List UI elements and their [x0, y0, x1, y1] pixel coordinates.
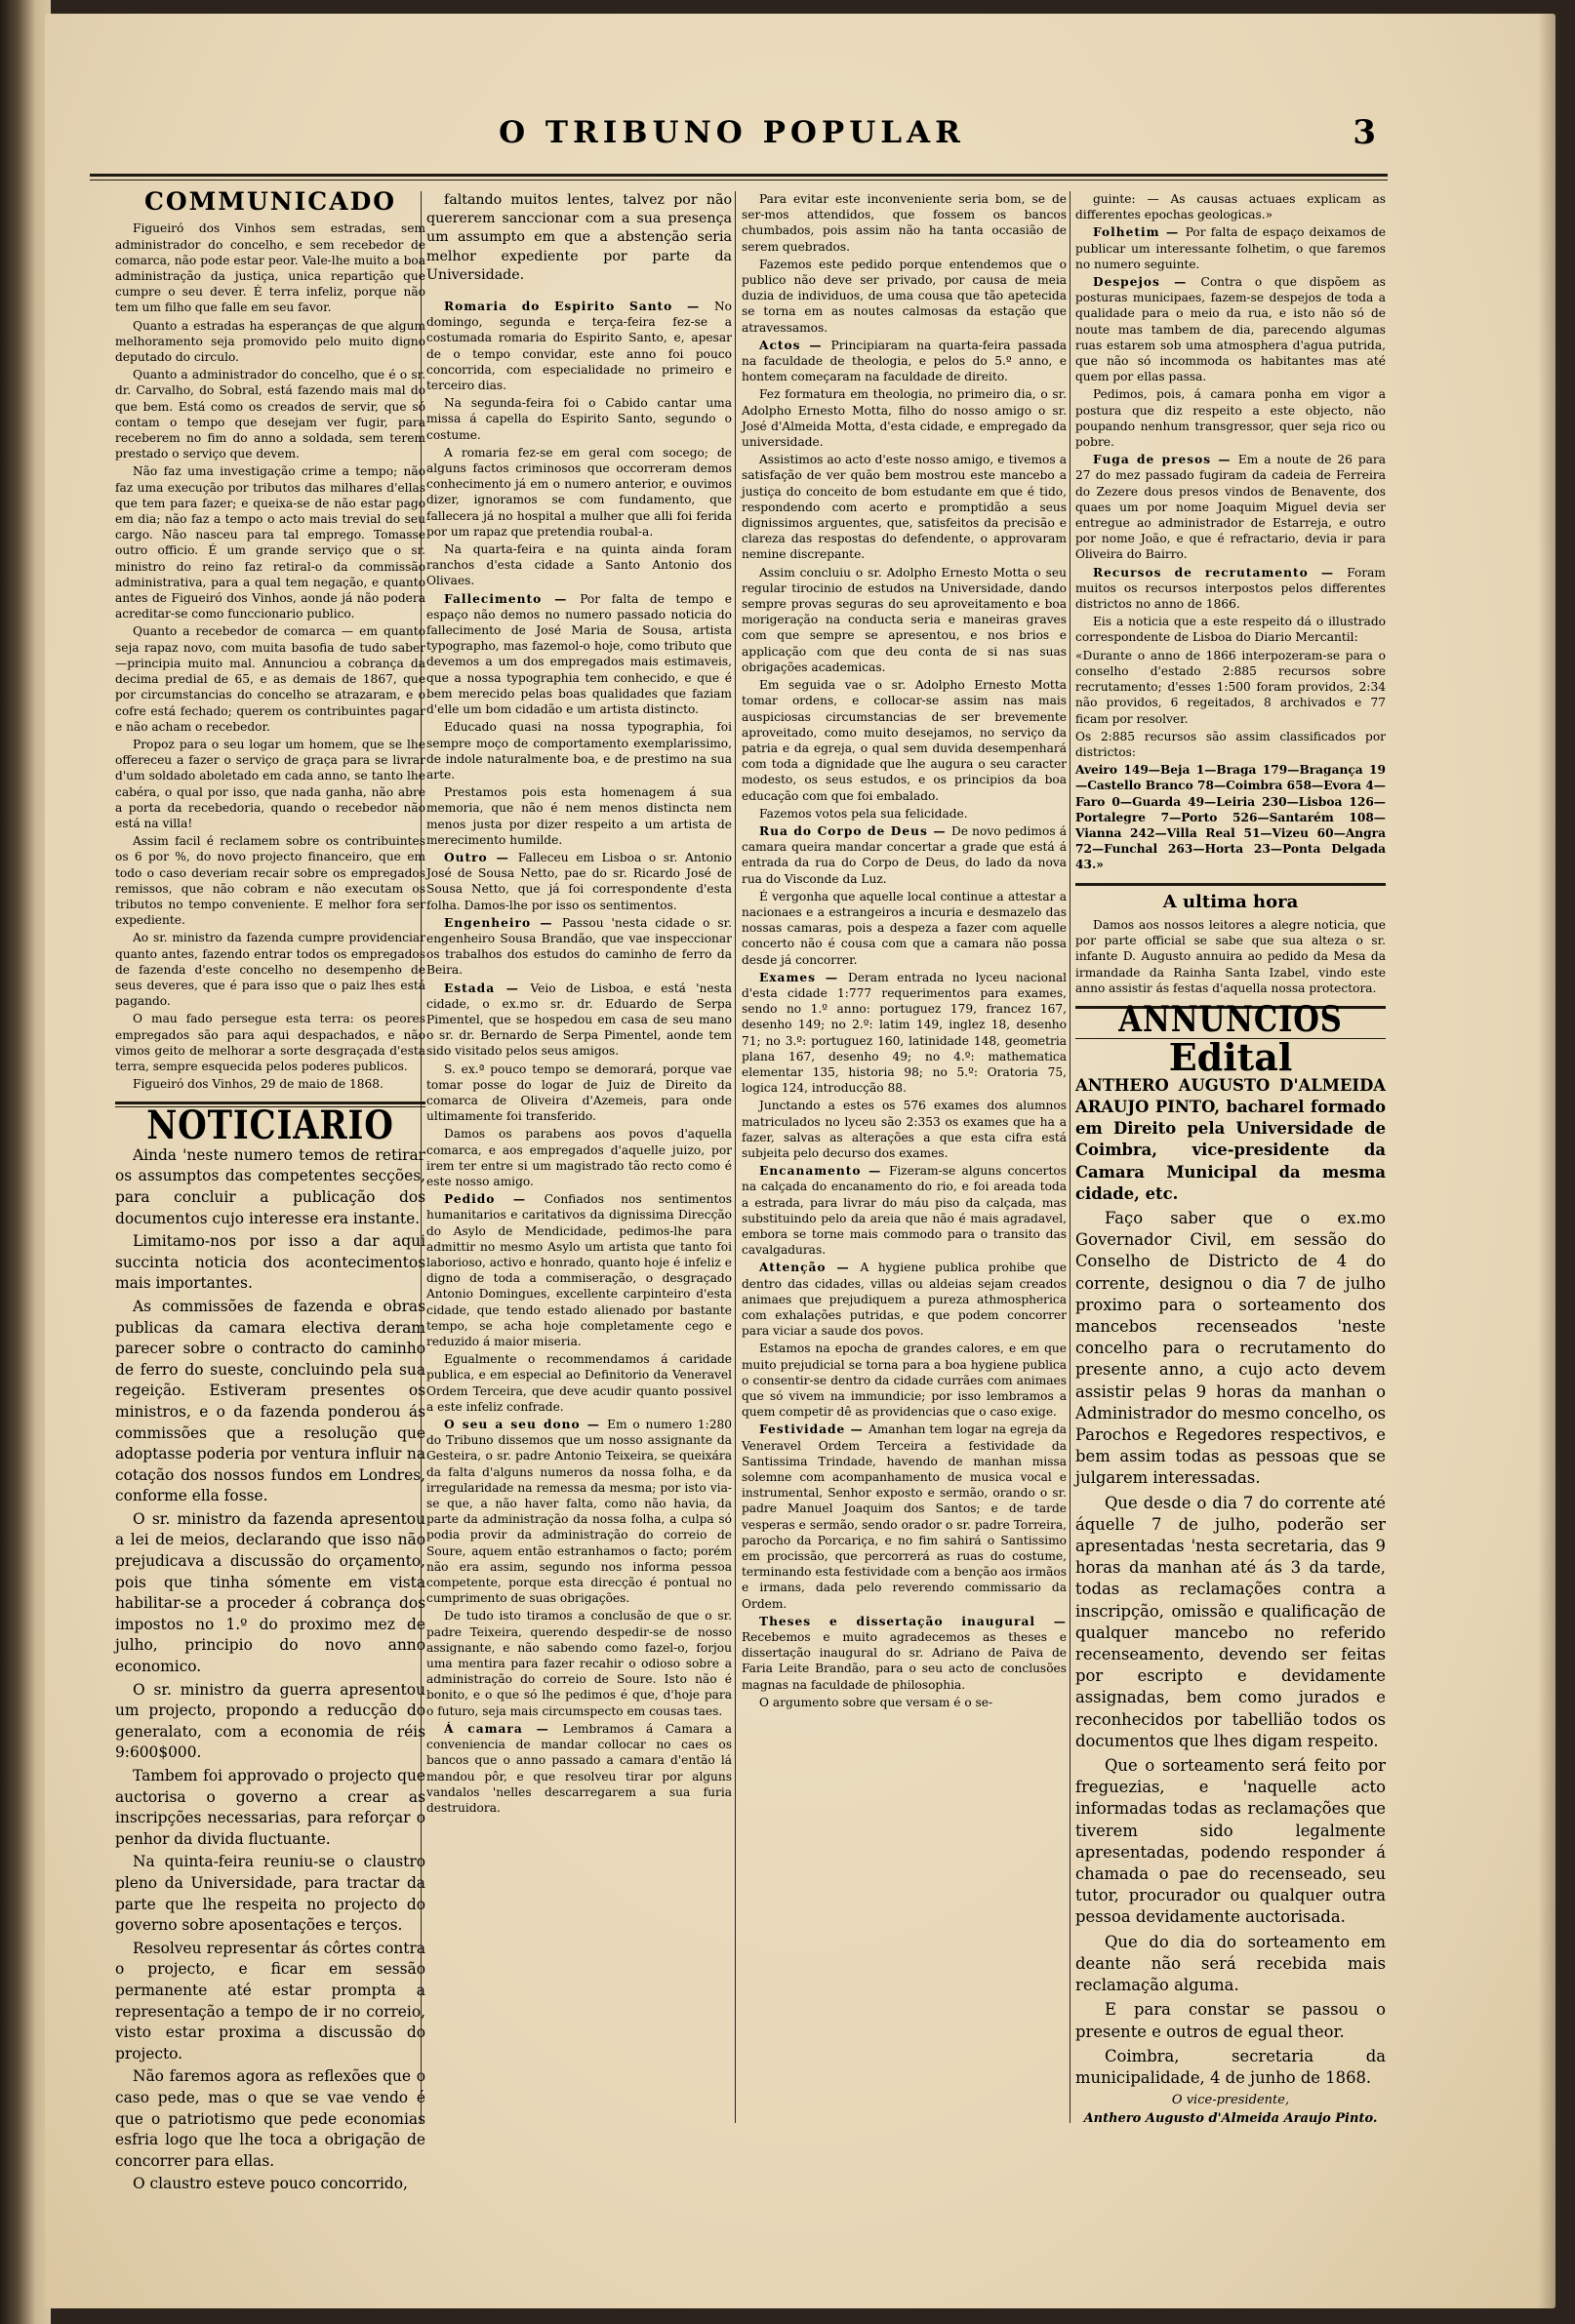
column-3	[742, 191, 1067, 1712]
news-item	[742, 1163, 1067, 1258]
news-item	[426, 1417, 732, 1606]
news-item-text: Egualmente o recommendamos á caridade publica, e em especial ao Definitorio da Veneravel Ordem Terceira, que deve acudir quanto possivel a este infeliz confrade.	[426, 1352, 732, 1414]
news-item-keyword: Recursos de recrutamento —	[1093, 565, 1348, 580]
news-item-text: A hygiene publica prohibe que dentro das cidades, villas ou aldeias sejam creados animaes que prejudiquem a pureza athmospherica com exhalações putridas, e que podem concorrer para viciar a saude dos povos.	[742, 1261, 1067, 1339]
annuncios-heading: ANNUNCIOS	[1118, 998, 1343, 1040]
news-item	[742, 1695, 1067, 1710]
news-item-text: Veio de Lisboa, e está 'nesta cidade, o ex.mo sr. dr. Eduardo de Serpa Pimentel, que se hospedou em casa de seu mano o sr. dr. Bernardo de Serpa Pimentel, aonde tem sido visitado pelos seus amigos.	[426, 981, 732, 1059]
news-item	[742, 386, 1067, 450]
news-item-text: Amanhan tem logar na egreja da Veneravel Ordem Terceira a festividade da Santissima Trindade, havendo de manhan missa solemne com acompanhamento de musica vocal e instrumental, Senhor exposto e sermão, orando o sr. padre Manuel Joaquim dos Santos; e de tarde vesperas e sermão, sendo orador o sr. padre Torreira, parocho da Porcariça, e no fim sahirá o Santissimo em procissão, que percorrerá as ruas do costume, terminando esta festividade com a benção aos irmãos e irmans, dada pelo reverendo commissario da Ordem.	[742, 1422, 1067, 1611]
paragraph: Não faz uma investigação crime a tempo; não faz uma execução por tributos das milhares d'ellas que tem para fazer; e queixa-se de não estar pago em dia; não faz a tempo o acto mais trevial do seu cargo. Não nasceu para tal emprego. Tomasse outro officio. É um grande serviço que o sr. ministro do reino faz retiral-o da commissão administrativa, para a qual tem negação, e quanto antes de Figueiró dos Vinhos, aonde já não podera acreditar-se como funccionario publico.	[115, 464, 425, 621]
news-item-text: No domingo, segunda e terça-feira fez-se a costumada romaria do Espirito Santo, e, apesar de o tempo convidar, este anno foi pouco concorrida, com especialidade no primeiro e terceiro dias.	[426, 300, 732, 393]
news-item-text: Na quarta-feira e na quinta ainda foram ranchos d'esta cidade a Santo Antonio dos Olivaes.	[426, 542, 732, 588]
page-edge-shadow	[1538, 14, 1555, 2308]
news-item	[742, 1341, 1067, 1420]
page-number: 3	[1353, 113, 1376, 152]
column-2-lead	[426, 191, 732, 285]
recursos-quote-2: Os 2:885 recursos são assim classificados por districtos:	[1075, 729, 1386, 759]
column-2	[426, 191, 732, 1818]
news-item	[742, 1098, 1067, 1161]
news-item	[426, 850, 732, 913]
news-item-text: Educado quasi na nossa typographia, foi sempre moço de comportamento exemplarissimo, de indole naturalmente boa, e de prestimo na sua arte.	[426, 720, 732, 781]
news-item-keyword: Romaria do Espirito Santo —	[444, 300, 714, 314]
news-item	[1075, 452, 1386, 562]
news-item-keyword: Despejos —	[1093, 275, 1201, 290]
news-item-text: S. ex.ª pouco tempo se demorará, porque vae tomar posse do logar de Juiz de Direito da comarca de Oliveira d'Azemeis, para onde ultimamente foi transferido.	[426, 1062, 732, 1124]
paragraph: Figueiró dos Vinhos, 29 de maio de 1868.	[133, 1077, 384, 1092]
news-item-text: Em a noute de 26 para 27 do mez passado fugiram da cadeia de Ferreira do Zezere dous presos vindos de Benavente, dos quaes um por nome Joaquim Miguel devia ser entregue ao administrador de Estarreja, e outro por nome João, e que é refractario, devia ir para Oliveira do Bairro.	[1075, 453, 1387, 562]
news-item-text: Damos os parabens aos povos d'aquella comarca, e aos empregados d'aquelle juizo, por irem ter entre si um magistrado tão recto como é este nosso amigo.	[426, 1127, 732, 1188]
news-item	[426, 1191, 732, 1349]
news-item-text: Passou 'nesta cidade o sr. engenheiro Sousa Brandão, que vae inspeccionar os trabalhos dos estudos do caminho de ferro da Beira.	[426, 915, 732, 978]
communicado-body	[115, 220, 425, 1092]
news-item-keyword: O seu a seu dono —	[444, 1418, 608, 1432]
news-item-keyword: Folhetim —	[1093, 225, 1186, 240]
news-item-keyword: Engenheiro —	[444, 915, 562, 930]
signature-role: O vice-presidente,	[1171, 2093, 1290, 2108]
paragraph: faltando muitos lentes, talvez por não quererem sanccionar com a sua presença um assumpto em que a abstenção seria melhor expediente por parte da Universidade.	[426, 192, 732, 283]
news-item	[426, 541, 732, 589]
paragraph: Coimbra, secretaria da municipalidade, 4 de junho de 1868.	[1075, 2046, 1386, 2087]
news-item	[742, 677, 1067, 804]
news-item	[426, 981, 732, 1060]
news-item-text: Por falta de tempo e espaço não demos no numero passado noticia do fallecimento de José Maria de Sousa, artista typographo, mas fazemol-o hoje, como tributo que devemos a um dos empregados mais estimaveis, que a nossa typographia tem conhecido, e que é bem merecido pelas boas qualidades que faziam d'elle um bom cidadão e um artista distincto.	[426, 591, 732, 717]
news-item	[426, 1351, 732, 1415]
ultima-hora-text: Damos aos nossos leitores a alegre noticia, que por parte official se sabe que sua alteza o sr. infante D. Augusto annuira ao pedido da Mesa da irmandade da Rainha Santa Izabel, vindo este anno assistir ás festas d'aquella nossa protectora.	[1075, 917, 1386, 995]
news-item-text: Fez formatura em theologia, no primeiro dia, o sr. Adolpho Ernesto Motta, filho do nosso amigo o sr. José d'Almeida Motta, d'esta cidade, e empregado da universidade.	[742, 387, 1067, 450]
news-item-keyword: Exames —	[759, 970, 848, 984]
column-4	[1075, 191, 1386, 2128]
paragraph: Tambem foi approvado o projecto que auctorisa o governo a crear as inscripções necessarias, para reforçar o penhor da divida fluctuante.	[115, 1767, 425, 1848]
news-item-keyword: Attenção —	[759, 1261, 861, 1275]
news-item-keyword: Theses e dissertação inaugural —	[759, 1614, 1067, 1628]
news-item	[1075, 565, 1386, 613]
newspaper-title: O TRIBUNO POPULAR	[499, 115, 965, 150]
edital-title: Edital	[1168, 1035, 1293, 1080]
news-item-text: Estamos na epocha de grandes calores, e em que muito prejudicial se torna para a boa hygiene publica o consentir-se dentro da cidade currães com animaes que só vivem na immundicie; por isso lembramos a quem competir dê as providencias que o caso exige.	[742, 1342, 1067, 1420]
news-item-text: Na segunda-feira foi o Cabido cantar uma missa á capella do Espirito Santo, segundo o costume.	[426, 396, 732, 442]
news-item	[426, 299, 732, 393]
news-item-text: De novo pedimos á camara queira mandar concertar a grade que está á entrada da rua do Corpo de Deus, do lado da nova rua do Visconde da Luz.	[742, 823, 1067, 886]
news-item	[426, 1721, 732, 1816]
districts-list: Aveiro 149—Beja 1—Braga 179—Bragança 19—Castello Branco 78—Coimbra 658—Evora 4—Faro 0—Guarda 49—Leiria 230—Lisboa 126—Portalegre 7—Porto 526—Santarém 108—Vianna 242—Villa Real 51—Vizeu 60—Angra 72—Funchal 263—Horta 23—Ponta Delgada 43.»	[1075, 763, 1386, 872]
paragraph: O mau fado persegue esta terra: os peores empregados são para aqui despachados, e não vimos geito de melhorar a sorte desgraçada d'esta terra, sempre esquecida pelos poderes publicos.	[115, 1012, 425, 1073]
news-item-keyword: Fallecimento —	[444, 591, 581, 606]
news-item	[426, 915, 732, 979]
news-item	[742, 970, 1067, 1097]
ultima-hora-heading: A ultima hora	[1162, 891, 1299, 912]
news-item	[742, 452, 1067, 562]
book-spine	[0, 0, 51, 2324]
news-item-keyword: Outro —	[444, 850, 518, 864]
news-item-text: Fizeram-se alguns concertos na calçada do encanamento do rio, e foi areada toda a estrada, para livrar do máu piso da calçada, mas substituindo pelo da areia que não é mais agradavel, embora se torne mais commodo para o transito das cavalgaduras.	[742, 1164, 1067, 1258]
paragraph: Que do dia do sorteamento em deante não será recebida mais reclamação alguma.	[1075, 1932, 1386, 1995]
news-item-keyword: Estada —	[444, 981, 531, 995]
news-item	[426, 784, 732, 848]
news-item	[426, 1608, 732, 1718]
news-item-text: O argumento sobre que versam é o se-	[759, 1695, 993, 1709]
news-item-text: Eis a noticia que a este respeito dá o illustrado correspondente de Lisboa do Diario Mercantil:	[1075, 615, 1386, 645]
news-item	[742, 565, 1067, 675]
noticiario-body	[115, 1145, 425, 2195]
masthead	[88, 115, 1376, 154]
news-item-text: Contra o que dispõem as posturas municipaes, fazem-se despejos de toda a qualidade para o meio da rua, e isto não só de noute mas tambem de dia, parecendo algumas ruas estarem sob uma atmosphera d'agua putrida, que não só incommoda os habitantes mas até quem por ellas passa.	[1075, 275, 1386, 384]
news-item-text: Por falta de espaço deixamos de publicar um interessante folhetim, o que faremos no numero seguinte.	[1075, 225, 1386, 271]
news-item-text: Junctando a estes os 576 exames dos alumnos matriculados no lyceu são 2:353 os exames que ha a fazer, salvas as alterações a que esta cifra está subjeita pelo decurso dos exames.	[742, 1099, 1067, 1160]
news-item-text: Principiaram na quarta-feira passada na faculdade de theologia, e pelos do 5.º anno, e hontem começaram na faculdade de direito.	[742, 338, 1068, 384]
column-2-items	[426, 299, 732, 1816]
column-divider	[735, 191, 736, 2123]
paragraph: Ainda 'neste numero temos de retirar os assumptos das competentes secções, para concluir a publicação dos documentos cujo interesse era instante.	[115, 1145, 425, 1227]
paragraph: Quanto a recebedor de comarca — em quanto seja rapaz novo, com muita basofia de tudo saber —principia muito mal. Annunciou a cobrança da decima predial de 65, e as demais de 1867, que por circumstancias do concelho se atrazaram, e o cofre está fechado; querem os contribuintes pagar e não acham o recebedor.	[115, 624, 425, 734]
signature-name: Anthero Augusto d'Almeida Araujo Pinto.	[1083, 2110, 1378, 2126]
news-item-text: Deram entrada no lyceu nacional d'esta cidade 1:777 requerimentos para exames, sendo no 1.º anno: portuguez 179, francez 167, desenho 149; no 2.º: latim 149, inglez 18, desenho 71; no 3.º: portuguez 160, latinidade 148, geometria plana 167, desenho 49; no 4.º: mathematica elementar 135, historia 98; no 5.º: Oratoria 75, logica 124, introducção 88.	[742, 970, 1068, 1096]
news-item-keyword: Á camara —	[444, 1721, 563, 1736]
communicado-heading: COMMUNICADO	[143, 187, 397, 216]
news-item-text: Falleceu em Lisboa o sr. Antonio José de Sousa Netto, pae do sr. Ricardo José de Sousa Netto, que já foi correspondente d'esta folha. Damos-lhe por isso os sentimentos.	[426, 850, 732, 912]
paragraph: Quanto a administrador do concelho, que é o sr. dr. Carvalho, do Sobral, está fazendo mais mal do que bem. Está como os creados de servir, que só contam o tempo que desejam ver fugir, para receberem no fim do anno a soldada, sem terem prestado o serviço que devem.	[115, 368, 425, 461]
news-item-keyword: Actos —	[759, 338, 831, 352]
column-3-items	[742, 191, 1067, 1710]
news-item	[742, 1614, 1067, 1693]
news-item-text: A romaria fez-se em geral com socego; de alguns factos criminosos que occorreram demos conhecimento já em o numero anterior, e ouvimos dizer, ignoramos se com fundamento, que fallecera já no hospital a mulher que alli foi ferida por um rapaz que pretendia roubal-a.	[426, 445, 732, 539]
paragraph: Assim facil é reclamem sobre os contribuintes os 6 por %, do novo projecto financeiro, que em todo o caso deveriam recair sobre os empregados remissos, que não cobram e não executam os tributos no tempo conveniente. E melhor fora ser expediente.	[115, 834, 425, 928]
news-item	[742, 806, 1067, 821]
paragraph: O sr. ministro da fazenda apresentou a lei de meios, declarando que isso não prejudicava a discussão do orçamento, pois que tinha sómente em vista habilitar-se a proceder á cobrança dos impostos no 1.º do proximo mez de julho, principio do novo anno economico.	[115, 1509, 425, 1676]
column-4-items	[1075, 191, 1386, 646]
news-item-text: Fazemos este pedido porque entendemos que o publico não deve ser privado, por causa de meia duzia de individuos, de uma cousa que tão apetecida se torna em as noutes calmosas da estação que atravessamos.	[742, 257, 1067, 335]
section-rule	[1075, 883, 1386, 886]
news-item-keyword: Fuga de presos —	[1093, 453, 1238, 467]
news-item-text: Fazemos votos pela sua felicidade.	[759, 806, 968, 821]
paragraph: Faço saber que o ex.mo Governador Civil, em sessão do Conselho de Districto de 4 do corrente, designou o dia 7 de julho proximo para o sorteamento dos mancebos recenseados 'neste concelho para o recrutamento do presente anno, a cujo acto devem assistir pelas 9 horas da manhan o Administrador do mesmo concelho, os Parochos e Regedores respectivos, e bem assim todas as pessoas que se julgarem interessadas.	[1075, 1208, 1386, 1488]
news-item-text: Lembramos á Camara a conveniencia de mandar collocar no caes os bancos que o anno passado a camara d'então lá mandou pôr, e que resolveu tirar por alguns vandalos 'nelles descarregarem a sua furia destruidora.	[426, 1721, 732, 1815]
news-item	[426, 719, 732, 782]
noticiario-heading: NOTICIARIO	[146, 1102, 394, 1149]
news-item-text: Foram muitos os recursos interpostos pelos differentes districtos no anno de 1866.	[1075, 565, 1386, 612]
paragraph: Não faremos agora as reflexões que o caso pede, mas o que se vae vendo é que o patriotismo que pede economias esfria logo que lhe toca a obrigação de concorrer para ellas.	[115, 2067, 425, 2170]
recursos-quote: «Durante o anno de 1866 interpozeram-se para o conselho d'estado 2:885 recursos sobre recrutamento; d'esses 1:500 foram providos, 2:34 não providos, 6 regeitados, 8 archivados e 77 ficam por resolver.	[1075, 648, 1386, 726]
news-item	[742, 823, 1067, 887]
paragraph: ANTHERO AUGUSTO D'ALMEIDA ARAUJO PINTO, bacharel formado em Direito pela Universidade de Coimbra, vice-presidente da Camara Municipal da mesma cidade, etc.	[1075, 1075, 1386, 1203]
paragraph: Figueiró dos Vinhos sem estradas, sem administrador do concelho, e sem recebedor de comarca, não pode estar peor. Vale-lhe muito a boa administração da justiça, unica repartição que cumpre o seu dever. É terra infeliz, porque não tem um filho que falle em seu favor.	[115, 221, 425, 315]
paragraph: Na quinta-feira reuniu-se o claustro pleno da Universidade, para tractar da parte que lhe respeita no projecto do governo sobre aposentações e terços.	[115, 1853, 425, 1935]
paragraph: Que desde o dia 7 do corrente até áquelle 7 de julho, poderão ser apresentadas 'nesta secretaria, das 9 horas da manhan até ás 3 da tarde, todas as reclamações contra a inscripção, omissão e qualificação de qualquer mancebo no referido recenseamento, devendo ser feitas por escripto e devidamente assignadas, bem como jurados e reconhecidos por tabellião todos os documentos que lhes digam respeito.	[1075, 1493, 1386, 1750]
news-item	[1075, 274, 1386, 384]
paragraph: Propoz para o seu logar um homem, que se lhe offereceu a fazer o serviço de graça para se livrar d'um soldado aboletado em cada anno, se tanto lhe cabéra, o qual por isso, que nada ganha, não abre a porta da recebedoria, quando o recebedor não está na villa!	[115, 737, 425, 830]
paragraph: E para constar se passou o presente e outros de egual theor.	[1075, 2000, 1386, 2041]
news-item	[742, 338, 1067, 385]
news-item	[426, 591, 732, 718]
news-item	[742, 191, 1067, 255]
news-item	[1075, 614, 1386, 645]
paragraph: As commissões de fazenda e obras publicas da camara electiva deram parecer sobre o contracto do caminho de ferro do sueste, concluindo pela sua regeição. Estiveram presentes os ministros, e o da fazenda ponderou ás commissões que a resolução que adoptasse poderia por ventura influir na cotação dos nossos fundos em Londres, conforme ella fosse.	[115, 1297, 425, 1505]
news-item	[742, 1422, 1067, 1611]
paragraph: O claustro esteve pouco concorrido,	[133, 2175, 408, 2193]
news-item	[1075, 224, 1386, 272]
news-item-keyword: Pedido —	[444, 1192, 545, 1207]
news-item-text: É vergonha que aquelle local continue a attestar a nacionaes e a estrangeiros a incuria e desmazelo das nossas camaras, pois a despeza a fazer com aquelle concerto não é cousa com que a camara não possa desde já concorrer.	[742, 889, 1067, 967]
news-item	[742, 257, 1067, 336]
news-item-keyword: Encanamento —	[759, 1164, 889, 1179]
news-item-keyword: Festividade —	[759, 1422, 868, 1437]
news-item	[426, 1126, 732, 1189]
news-item-text: guinte: — As causas actuaes explicam as differentes epochas geologicas.»	[1075, 192, 1386, 222]
news-item-text: Pedimos, pois, á camara ponha em vigor a postura que diz respeito a este objecto, não poupando nenhum transgressor, quer seja rico ou pobre.	[1075, 387, 1386, 450]
paragraph: Resolveu representar ás côrtes contra o projecto, e ficar em sessão permanente até estar prompta a representação a tempo de ir no correio, visto estar proxima a discussão do projecto.	[115, 1939, 425, 2063]
news-item-text: Prestamos pois esta homenagem á sua memoria, que não é nem menos distincta nem menos justa por dizer respeito a um artista de merecimento humilde.	[426, 785, 732, 847]
news-item-keyword: Rua do Corpo de Deus —	[759, 823, 952, 838]
news-item	[1075, 191, 1386, 222]
news-item	[742, 889, 1067, 968]
news-item-text: Assistimos ao acto d'este nosso amigo, e tivemos a satisfação de ver quão bem mostrou este mancebo a justiça do conceito de bom estudante em que é tido, respondendo com acerto e promptidão a seus dignissimos arguentes, que, satisfeitos da precisão e clareza das respostas do defendente, o approvaram nemine discrepante.	[742, 453, 1067, 562]
news-item	[426, 395, 732, 443]
masthead-rule	[90, 174, 1388, 177]
paragraph: O sr. ministro da guerra apresentou um projecto, propondo a reducção do generalato, com a economia de réis 9:600$000.	[115, 1680, 425, 1762]
news-item-text: De tudo isto tiramos a conclusão de que o sr. padre Teixeira, querendo despedir-se de nosso assignante, e não sabendo como fazel-o, forjou uma mentira para fazer recahir o odioso sobre a administração do correio de Soure. Isto não é bonito, e o que só lhe pedimos é que, d'hoje para o futuro, seja mais circumspecto em cousas taes.	[426, 1609, 732, 1718]
news-item-text: Confiados nos sentimentos humanitarios e caritativos da dignissima Direcção do Asylo de Mendicidade, pedimos-lhe para admittir no mesmo Asylo um artista que tanto foi laborioso, activo e honrado, quanto hoje é infeliz e digno de toda a commiseração, o desgraçado Antonio Domingues, excellente carpinteiro d'esta cidade, que tendo estado alienado por bastante tempo, se acha hoje completamente cego e reduzido á maior miseria.	[426, 1192, 732, 1349]
paragraph: Ao sr. ministro da fazenda cumpre providenciar quanto antes, fazendo entrar todos os empregados de fazenda d'este concelho no desempenho de seus deveres, que é para isso que o paiz lhes está pagando.	[115, 931, 425, 1009]
paragraph: Limitamo-nos por isso a dar aqui succinta noticia dos acontecimentos mais importantes.	[115, 1232, 425, 1293]
news-item-text: Em o numero 1:280 do Tribuno dissemos que um nosso assignante da Gesteira, o sr. padre Antonio Teixeira, se queixára da falta d'alguns numeros da nossa folha, e da irregularidade na remessa da mesma; por isto via-se que, a não haver falta, como não havia, da parte da administração da nossa folha, a culpa só podia provir da administração do correio de Soure, aquem então estranhamos o facto; porém não era assim, segundo nos informa pessoa competente, porque esta direcção é pontual no cumprimento de suas obrigações.	[426, 1418, 732, 1606]
paragraph: Quanto a estradas ha esperanças de que algum melhoramento seja promovido pelo muito digno deputado do circulo.	[115, 318, 425, 365]
edital-body	[1075, 1075, 1386, 2089]
news-item-text: Em seguida vae o sr. Adolpho Ernesto Motta tomar ordens, e collocar-se assim nas mais auspiciosas circumstancias de ser brevemente aproveitado, como muito desejamos, no serviço da patria e da egreja, o qual sem duvida desempenhará com toda a dignidade que lhe augura o seu caracter modesto, os seus estudos, e os principios da boa educação com que foi embalado.	[742, 678, 1067, 803]
news-item-text: Assim concluiu o sr. Adolpho Ernesto Motta o seu regular tirocinio de estudos na Universidade, dando sempre provas seguras do seu aproveitamento e boa morigeração na conducta seria e maneiras graves com que sempre se apresentou, e nos brios e applicação com que deu conta de si nas suas obrigações academicas.	[742, 565, 1067, 674]
news-item	[742, 1260, 1067, 1339]
news-item	[1075, 386, 1386, 450]
column-1	[115, 187, 425, 2197]
news-item	[426, 445, 732, 540]
news-item-text: Recebemos e muito agradecemos as theses e dissertação inaugural do sr. Adriano de Paiva de Faria Leite Brandão, para o seu acto de conclusões magnas na faculdade de philosophia.	[742, 1630, 1067, 1692]
paragraph: Que o sorteamento será feito por freguezias, e 'naquelle acto informadas todas as reclamações que tiverem sido legalmente apresentadas, podendo responder á chamada o pae do recenseado, seu tutor, procurador ou qualquer outra pessoa devidamente auctorisada.	[1075, 1756, 1386, 1927]
news-item	[426, 1062, 732, 1125]
news-item-text: Para evitar este inconveniente seria bom, se de ser-mos attendidos, que fossem os bancos chumbados, pois assim não ha tanta occasião de serem quebrados.	[742, 192, 1067, 254]
